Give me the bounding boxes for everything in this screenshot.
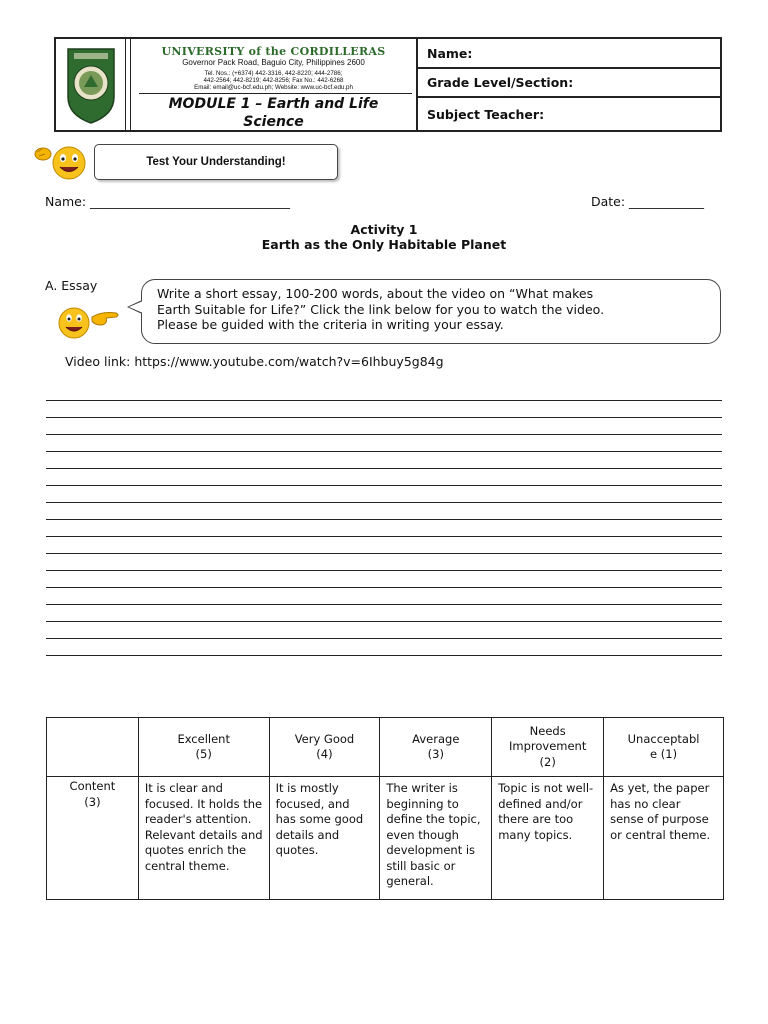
rubric-header-text: Unacceptabl [627, 731, 700, 746]
rubric-header-row [47, 718, 724, 777]
essay-line[interactable] [46, 621, 722, 622]
rubric-header-text: Excellent [177, 731, 230, 746]
video-link-url[interactable]: https://www.youtube.com/watch?v=6Ihbuy5g84g [134, 354, 444, 369]
essay-line[interactable] [46, 468, 722, 469]
rubric-cell-needs-improvement: Topic is not well-defined and/or there are too many topics. [492, 777, 604, 900]
essay-line[interactable] [46, 502, 722, 503]
rubric-header-unacceptable [604, 718, 724, 777]
instructions-line2: Earth Suitable for Life?” Click the link below for you to watch the video. [157, 301, 605, 317]
header-teacher-field[interactable]: Subject Teacher: [427, 106, 545, 122]
essay-line[interactable] [46, 417, 722, 418]
rubric-row-label-score: (3) [84, 794, 101, 809]
university-info [130, 39, 418, 130]
university-tel-line2: 442-2564; 442-8219; 442-8256; Fax No.: 442-6268 [203, 77, 344, 84]
rubric-header-needs-improvement [492, 718, 604, 777]
rubric-cell-average: The writer is beginning to define the topic, even though development is still basic or general. [380, 777, 492, 900]
section-label: A. Essay [45, 278, 98, 293]
essay-line[interactable] [46, 553, 722, 554]
university-address: Governor Pack Road, Baguio City, Philippines 2600 [182, 58, 365, 67]
essay-line[interactable] [46, 434, 722, 435]
pointing-smiley-icon [58, 303, 122, 347]
essay-line[interactable] [46, 536, 722, 537]
essay-line[interactable] [46, 587, 722, 588]
university-tel-line1: Tel. Nos.: (+6374) 442-3316, 442-8220; 444-2786; [204, 70, 343, 77]
rubric-cell-unacceptable: As yet, the paper has no clear sense of purpose or central theme. [604, 777, 724, 900]
module-title-line2: Science [243, 114, 304, 130]
essay-line[interactable] [46, 519, 722, 520]
module-header [54, 37, 722, 132]
rubric-header-average [380, 718, 492, 777]
university-seal-logo [56, 39, 126, 130]
rubric-content-row [47, 777, 724, 900]
video-link-label: Video link: [65, 354, 131, 369]
instructions-line1: Write a short essay, 100-200 words, about the video on “What makes [157, 286, 594, 301]
rubric-header-text: Improvement [508, 739, 587, 754]
rubric-header-score: (3) [427, 747, 444, 761]
video-link-row [65, 354, 444, 369]
header-grade-field[interactable]: Grade Level/Section: [418, 69, 720, 98]
rubric-row-label [47, 777, 139, 900]
rubric-cell-very-good: It is mostly focused, and has some good details and quotes. [269, 777, 380, 900]
essay-line[interactable] [46, 638, 722, 639]
essay-line[interactable] [46, 400, 722, 401]
rubric-header-score: (4) [316, 747, 333, 761]
rubric-header-text: Average [412, 731, 460, 746]
rubric-row-label-text: Content [69, 779, 116, 793]
student-name-line[interactable]: Name: ________________________________ [45, 194, 291, 209]
essay-line[interactable] [46, 604, 722, 605]
header-name-field[interactable]: Name: [418, 39, 720, 69]
instructions-line3: Please be guided with the criteria in writing your essay. [157, 317, 504, 332]
rubric-header-excellent [138, 718, 269, 777]
rubric-header-text: e (1) [650, 747, 678, 761]
module-title [131, 95, 416, 131]
instructions-bubble [141, 279, 721, 344]
rubric-cell-excellent: It is clear and focused. It holds the reader's attention. Relevant details and quotes enrich the central theme. [138, 777, 269, 900]
university-email: Email: email@uc-bcf.edu.ph; Website: www.uc-bcf.edu.ph [194, 84, 353, 91]
essay-line[interactable] [46, 570, 722, 571]
test-understanding-box: Test Your Understanding! [94, 144, 338, 180]
rubric-header-very-good [269, 718, 380, 777]
essay-line[interactable] [46, 655, 722, 656]
rubric-header-text: Needs [529, 723, 566, 738]
waving-smiley-icon [32, 143, 90, 187]
date-line[interactable]: Date: ____________ [591, 194, 705, 209]
activity-subtitle: Earth as the Only Habitable Planet [261, 237, 507, 252]
rubric-header-score: (5) [195, 747, 212, 761]
activity-title: Activity 1 [350, 222, 418, 237]
module-title-line1: MODULE 1 – Earth and Life [168, 96, 379, 112]
rubric-header-empty [47, 718, 139, 777]
header-divider [139, 93, 412, 94]
rubric-header-score: (2) [539, 754, 556, 769]
essay-line[interactable] [46, 485, 722, 486]
university-name: UNIVERSITY of the CORDILLERAS [161, 45, 386, 58]
essay-line[interactable] [46, 451, 722, 452]
rubric-header-text: Very Good [294, 731, 355, 746]
rubric-table [46, 717, 724, 900]
speech-bubble-tail-inner [129, 301, 143, 313]
